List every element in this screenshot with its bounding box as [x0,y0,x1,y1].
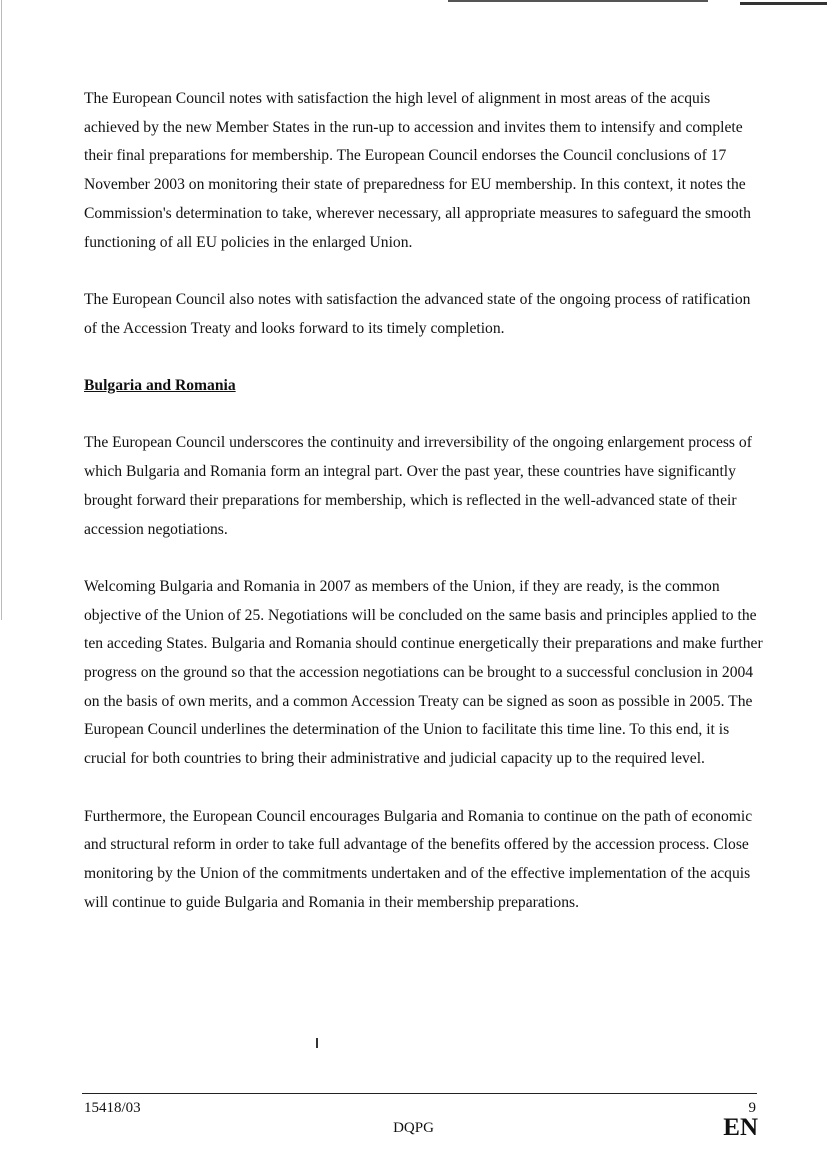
footer-divider [82,1093,757,1094]
paragraph: Welcoming Bulgaria and Romania in 2007 as members of the Union, if they are ready, is the common objective of the Union of 25. Negotiations will be concluded on the same basis and principles applied to the ten acceding States. Bulgaria and Romania should continue energetically their preparations and make further progress on the ground so that the accession negotiations can be brought to a successful conclusion in 2004 on the basis of own merits, and a common Accession Treaty can be signed as soon as possible in 2005. The European Council underlines the determination of the Union to facilitate this time line. To this end, it is crucial for both countries to bring their administrative and judicial capacity up to the required level. [84,577,763,768]
scan-artifact-line [740,2,827,5]
language-code: EN [723,1114,758,1141]
scan-artifact-line [448,0,708,2]
department-code: DQPG [393,1120,434,1136]
document-body [84,85,764,946]
page-number: 9 [748,1100,756,1116]
scan-artifact-edge [1,0,2,620]
document-reference: 15418/03 [84,1100,141,1116]
section-heading: Bulgaria and Romania [84,377,236,394]
paragraph: The European Council notes with satisfaction the high level of alignment in most areas of the acquis achieved by the new Member States in the run-up to accession and invites them to intensify and complete their final preparations for membership. The European Council endorses the Council conclusions of 17 November 2003 on monitoring their state of preparedness for EU membership. In this context, it notes the Commission's determination to take, wherever necessary, all appropriate measures to safeguard the smooth functioning of all EU policies in the enlarged Union. [84,90,751,251]
paragraph: Furthermore, the European Council encourages Bulgaria and Romania to continue on the path of economic and structural reform in order to take full advantage of the benefits offered by the accession process. Close monitoring by the Union of the commitments undertaken and of the effective implementation of the acquis will continue to guide Bulgaria and Romania in their membership preparations. [84,807,753,911]
scan-artifact-mark [316,1038,318,1048]
paragraph: The European Council also notes with satisfaction the advanced state of the ongoing process of ratification of the Accession Treaty and looks forward to its timely completion. [84,290,751,337]
paragraph: The European Council underscores the continuity and irreversibility of the ongoing enlargement process of which Bulgaria and Romania form an integral part. Over the past year, these countries have significantly brought forward their preparations for membership, which is reflected in the well-advanced state of their accession negotiations. [84,434,752,538]
